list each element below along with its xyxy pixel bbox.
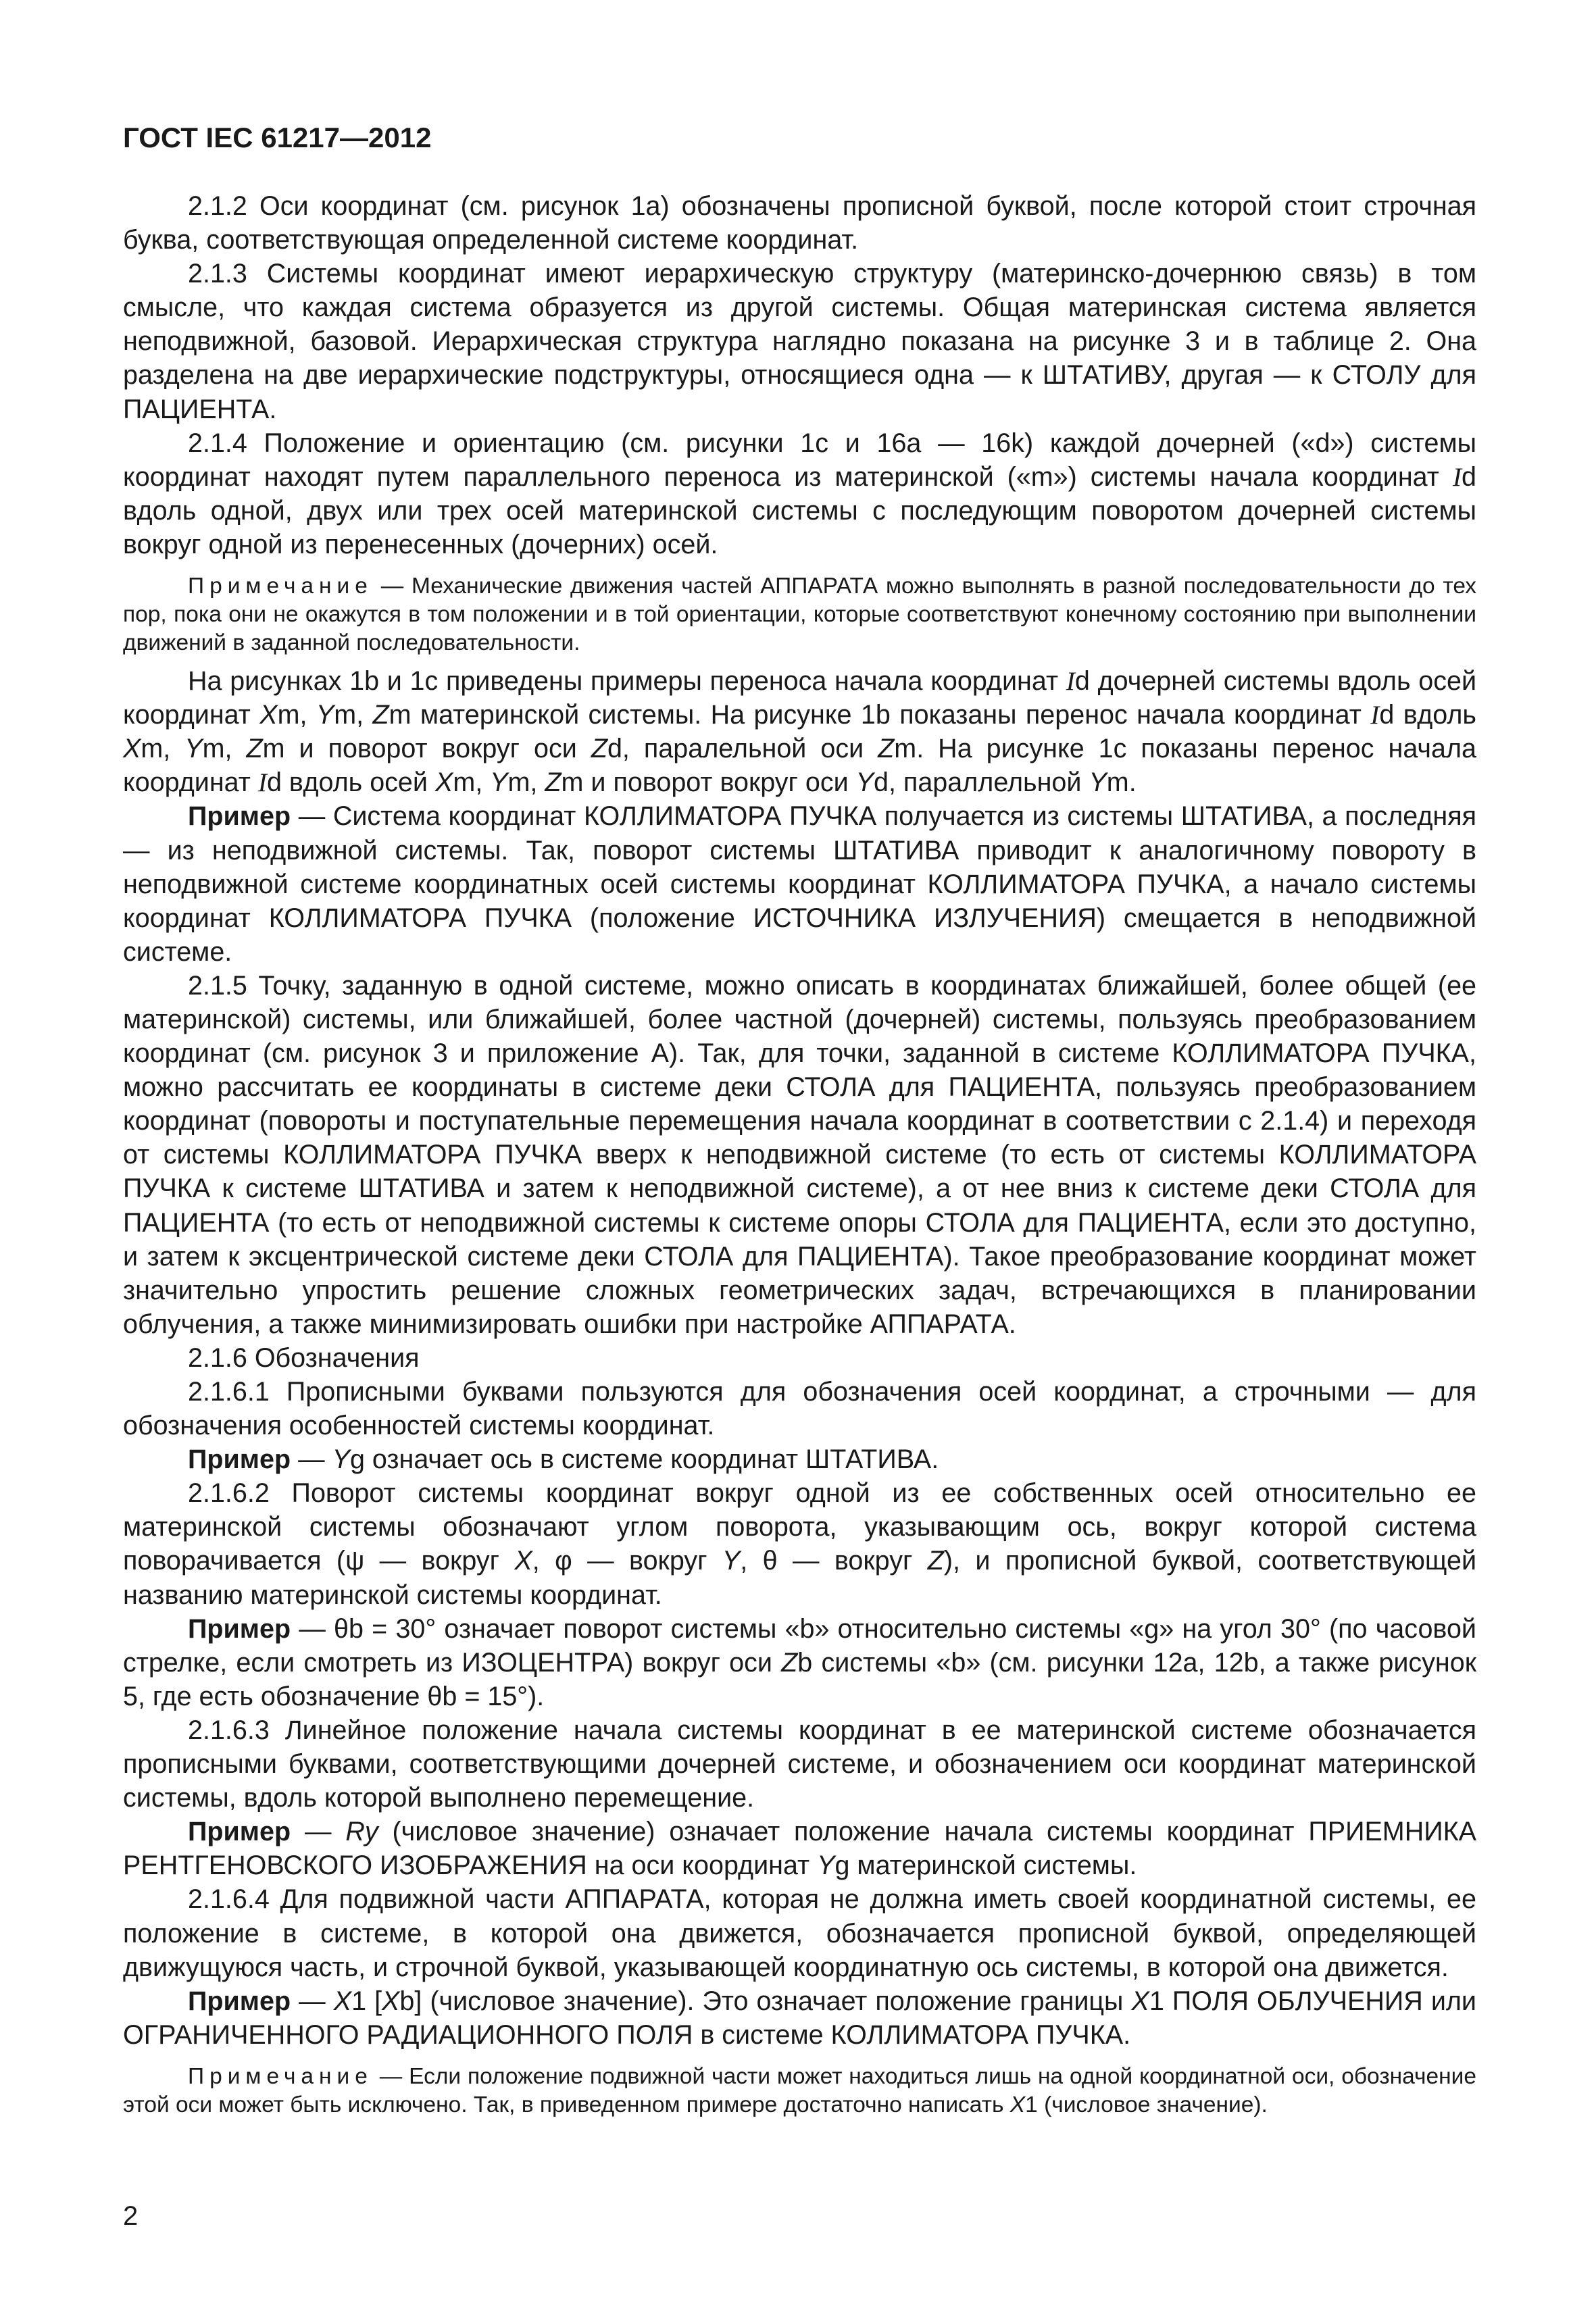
text-run: ), и прописной буквой, соответствующей названию материнской системы координат. — [123, 1546, 1477, 1610]
page-body — [123, 122, 1476, 2126]
text-run: d вдоль одной, двух или трех осей материнской системы с последующим поворотом дочерней системы вокруг одной из перенесенных (дочерних) осей. — [123, 461, 1476, 559]
origin-symbol: I — [1452, 461, 1462, 492]
axis-symbol: X — [382, 1986, 400, 2016]
text-run: 1 [ — [351, 1986, 382, 2016]
text-run: g означает ось в системе координат ШТАТИВА. — [349, 1444, 939, 1475]
text-run: 2.1.4 Положение и ориентацию (см. рисунки 1с и 16а — 16k) каждой дочерней («d») системы координат находят путем параллельного переноса из материнской («m») системы начала координат — [123, 428, 1476, 492]
text-run: m и поворот вокруг оси — [561, 768, 856, 798]
origin-symbol: I — [257, 768, 267, 798]
text-run: d дочерней системы вдоль осей координат — [123, 666, 1477, 730]
axis-symbol: Z — [878, 734, 895, 764]
axis-symbol: Y — [855, 768, 874, 798]
position-symbol: Ry — [345, 1817, 378, 1847]
document-content — [123, 189, 1476, 2119]
axis-symbol: Z — [545, 768, 562, 798]
axis-symbol: X — [333, 1986, 352, 2016]
note-1 — [123, 572, 1476, 657]
axis-symbol: Y — [722, 1546, 741, 1576]
text-run: d вдоль осей — [266, 768, 435, 798]
text-run: g материнской системы. — [834, 1851, 1137, 1881]
example-3 — [123, 1612, 1476, 1713]
note-text: 1 (числовое значение). — [1025, 2092, 1268, 2117]
example-label: Пример — [188, 1613, 291, 1644]
note-label: Примечание — [188, 2063, 373, 2089]
axis-symbol: X — [434, 768, 453, 798]
text-run: 2.1.6.2 Поворот системы координат вокруг одной из ее собственных осей относительно ее материнской системы обозначают углом поворота, указывающим ось, вокруг которой система поворачивается (ψ — вокруг — [123, 1478, 1476, 1576]
text-run: На рисунках 1b и 1c приведены примеры переноса начала координат — [188, 666, 1066, 697]
axis-symbol: Z — [246, 734, 263, 764]
axis-symbol: Y — [490, 768, 508, 798]
example-label: Пример — [188, 801, 291, 832]
text-run: — θb = 30° означает поворот системы «b» относительно системы «g» на угол 30° (по часовой стрелке, если смотреть из ИЗОЦЕНТРА) вокруг оси — [123, 1613, 1476, 1678]
note-text: — Механические движения частей АППАРАТА можно выполнять в разной последовательности до тех пор, пока они не окажутся в том положении и в той ориентации, которые соответствуют конечному состоянию при выполнении движений в заданной последовательности. — [123, 574, 1476, 656]
axis-symbol: Z — [781, 1647, 798, 1678]
axis-symbol: X — [259, 700, 278, 730]
paragraph-2-1-6-3: 2.1.6.3 Линейное положение начала системы координат в ее материнской системе обозначается прописными буквами, соответствующими дочерней системе, и обозначением оси координат материнской системы, вдоль которой выполнено перемещение. — [123, 1715, 1476, 1813]
text-run: b системы «b» (см. рисунки 12а, 12b, а также рисунок 5, где есть обозначение θb = 15°). — [123, 1647, 1476, 1711]
example-1 — [123, 799, 1476, 968]
note-text: — Если положение подвижной части может находиться лишь на одной координатной оси, обозначение этой оси может быть исключено. Так, в приведенном примере достаточно написать — [123, 2063, 1476, 2117]
text-run: m. — [1106, 768, 1137, 798]
axis-symbol: Y — [817, 1851, 835, 1881]
paragraph-2-1-6-2 — [123, 1476, 1476, 1611]
axis-symbol: Z — [372, 700, 389, 730]
note-label: Примечание — [188, 574, 373, 599]
axis-symbol: Z — [927, 1546, 944, 1576]
origin-symbol: I — [1370, 700, 1380, 730]
note-2 — [123, 2063, 1476, 2119]
axis-symbol: Y — [1089, 768, 1107, 798]
document-header: ГОСТ IEC 61217—2012 — [123, 122, 432, 153]
text-run: — — [291, 1817, 346, 1847]
text-run: — — [291, 1986, 334, 2016]
example-4 — [123, 1815, 1476, 1882]
example-label: Пример — [188, 1444, 291, 1475]
example-text: — Система координат КОЛЛИМАТОРА ПУЧКА получается из системы ШТАТИВА, а последняя — из неподвижной системы. Так, поворот системы ШТАТИВА приводит к аналогичному повороту в неподвижной системе координатных осей системы координат КОЛЛИМАТОРА ПУЧКА, а начало системы координат КОЛЛИМАТОРА ПУЧКА (положение ИСТОЧНИКА ИЗЛУЧЕНИЯ) смещается в неподвижной системе. — [123, 801, 1476, 967]
paragraph-2-1-4 — [123, 426, 1476, 561]
paragraph-figures — [123, 664, 1476, 799]
paragraph-2-1-3: 2.1.3 Системы координат имеют иерархическую структуру (материнско-дочернюю связь) в том смысле, что каждая система образуется из другой системы. Общая материнская система является неподвижной, базовой. Иерархическая структура наглядно показана на рисунке 3 и в таблице 2. Она разделена на две иерархические подструктуры, относящиеся одна — к ШТАТИВУ, другая — к СТОЛУ для ПАЦИЕНТА. — [123, 259, 1476, 424]
text-run: m, — [277, 700, 316, 730]
text-run: d вдоль — [1379, 700, 1477, 730]
text-run: , φ — вокруг — [532, 1546, 722, 1576]
example-label: Пример — [188, 1986, 291, 2016]
axis-symbol: Z — [591, 734, 607, 764]
axis-symbol: Y — [316, 700, 334, 730]
text-run: m материнской системы. На рисунке 1b показаны перенос начала координат — [389, 700, 1371, 730]
axis-symbol: X — [514, 1546, 532, 1576]
text-run: m, — [334, 700, 373, 730]
text-run: b] (числовое значение). Это означает положение границы — [399, 1986, 1132, 2016]
text-run: m и поворот вокруг оси — [262, 734, 591, 764]
paragraph-2-1-6-4: 2.1.6.4 Для подвижной части АППАРАТА, которая не должна иметь своей координатной системы, ее положение в системе, в которой она движется, обозначается прописной буквой, определяющей движущуюся часть, и строчной буквой, указывающей координатную ось системы, в которой она движется. — [123, 1884, 1476, 1982]
paragraph-2-1-5: 2.1.5 Точку, заданную в одной системе, можно описать в координатах ближайшей, более общей (ее материнской) системы, или ближайшей, более частной (дочерней) системы, пользуясь преобразованием координат (см. рисунок 3 и приложение А). Так, для точки, заданной в системе КОЛЛИМАТОРА ПУЧКА, можно рассчитать ее координаты в системе деки СТОЛА для ПАЦИЕНТА, пользуясь преобразованием координат (повороты и поступательные перемещения начала координат в соответствии с 2.1.4) и переходя от системы КОЛЛИМАТОРА ПУЧКА вверх к неподвижной системе (то есть от системы КОЛЛИМАТОРА ПУЧКА к системе ШТАТИВА и затем к неподвижной системе), а от нее вниз к системе деки СТОЛА для ПАЦИЕНТА (то есть от неподвижной системы к системе опоры СТОЛА для ПАЦИЕНТА, если это доступно, и затем к эксцентрической системе деки СТОЛА для ПАЦИЕНТА). Такое преобразование координат может значительно упростить решение сложных геометрических задач, встречающихся в планировании облучения, а также минимизировать ошибки при настройке АППАРАТА. — [123, 970, 1476, 1339]
page-number: 2 — [123, 2201, 139, 2231]
text-run: 1 ПОЛЯ ОБЛУЧЕНИЯ или ОГРАНИЧЕННОГО РАДИАЦИОННОГО ПОЛЯ в системе КОЛЛИМАТОРА ПУЧКА. — [123, 1986, 1476, 2050]
text-run: , θ — вокруг — [740, 1546, 928, 1576]
text-run: m, — [202, 734, 247, 764]
axis-symbol: Y — [332, 1444, 350, 1475]
origin-symbol: I — [1066, 666, 1075, 697]
example-2 — [123, 1442, 1476, 1476]
example-5 — [123, 1984, 1476, 2052]
example-label: Пример — [188, 1817, 291, 1847]
text-run: — — [291, 1444, 332, 1475]
paragraph-2-1-6: 2.1.6 Обозначения — [188, 1342, 420, 1373]
text-run: m, — [507, 768, 545, 798]
text-run: m, — [453, 768, 491, 798]
text-run: m. На рисунке 1с показаны перенос начала координат — [123, 734, 1476, 798]
text-run: d, паралельной оси — [607, 734, 878, 764]
paragraph-2-1-6-1: 2.1.6.1 Прописными буквами пользуются для обозначения осей координат, а строчными — для обозначения особенностей системы координат. — [123, 1377, 1476, 1441]
axis-symbol: X — [1131, 1986, 1149, 2016]
axis-symbol: X — [1009, 2092, 1026, 2117]
text-run: d, параллельной — [874, 768, 1089, 798]
text-run: (числовое значение) означает положение начала системы координат ПРИЕМНИКА РЕНТГЕНОВСКОГО ИЗОБРАЖЕНИЯ на оси координат — [123, 1817, 1476, 1881]
axis-symbol: Y — [184, 734, 203, 764]
text-run: m, — [141, 734, 185, 764]
paragraph-2-1-2: 2.1.2 Оси координат (см. рисунок 1а) обозначены прописной буквой, после которой стоит строчная буква, соответствующая определенной системе координат. — [123, 191, 1476, 255]
axis-symbol: X — [123, 734, 141, 764]
